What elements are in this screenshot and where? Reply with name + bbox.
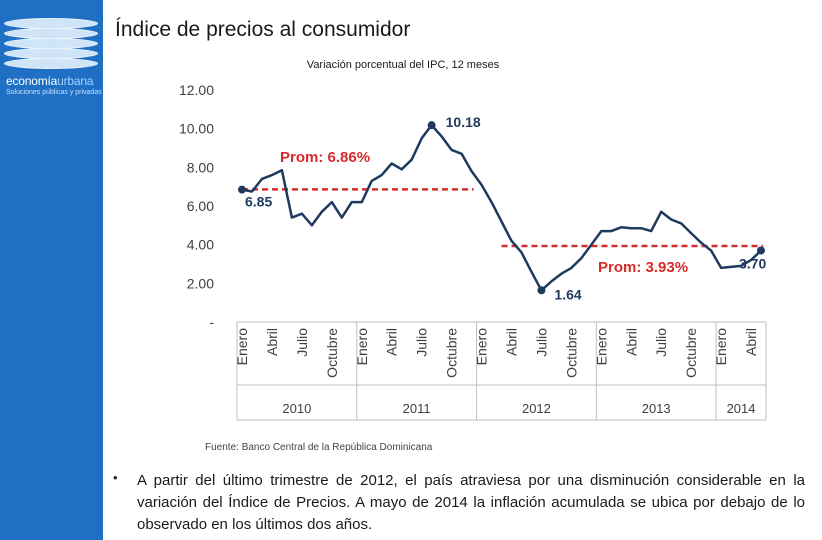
month-tick-label: Enero	[473, 328, 490, 366]
y-tick-label: 4.00	[186, 236, 214, 253]
month-tick-label: Enero	[233, 328, 250, 366]
bullet-marker: •	[113, 470, 118, 485]
point-value-label: 3.70	[739, 255, 767, 272]
brand-sidebar	[0, 0, 103, 540]
y-tick-label: 6.00	[186, 198, 214, 214]
month-tick-label: Octubre	[563, 328, 580, 378]
y-tick-label: 12.00	[178, 82, 214, 98]
month-tick-label: Enero	[713, 328, 730, 366]
chart-source: Fuente: Banco Central de la República Dominicana	[205, 442, 433, 453]
month-tick-label: Julio	[293, 328, 310, 357]
month-tick-label: Abril	[623, 328, 640, 357]
point-value-label: 1.64	[554, 286, 582, 303]
month-tick-label: Abril	[743, 328, 760, 357]
highlighted-point	[757, 246, 765, 254]
page-title: Índice de precios al consumidor	[115, 18, 411, 41]
highlighted-point	[428, 121, 436, 129]
brand-name	[6, 74, 93, 88]
year-label: 2014	[726, 401, 756, 416]
bullet-text: A partir del último trimestre de 2012, el país atraviesa por una disminución considerable en la variación del Índice de Precios. A mayo de 2014 la inflación acumulada se ubica por debajo de lo observado en los últimos dos años.	[137, 472, 805, 533]
point-value-label: 6.85	[244, 193, 273, 210]
highlighted-point	[537, 286, 545, 294]
year-label: 2010	[282, 401, 312, 416]
month-tick-label: Octubre	[683, 328, 700, 378]
chart-title: Variación porcentual del IPC, 12 meses	[306, 59, 500, 71]
month-tick-label: Julio	[653, 328, 670, 357]
logo-stack-icon	[4, 18, 98, 70]
year-label: 2011	[402, 401, 431, 416]
month-tick-label: Abril	[383, 328, 400, 357]
y-tick-label: 10.00	[178, 120, 214, 137]
year-label: 2013	[641, 401, 671, 416]
ipc-line-chart	[170, 52, 800, 440]
y-tick-label: 8.00	[186, 159, 214, 176]
y-tick-label: -	[209, 314, 214, 330]
average-label: Prom: 6.86%	[280, 149, 371, 166]
year-label: 2012	[521, 401, 551, 416]
month-tick-label: Julio	[413, 328, 430, 357]
highlighted-point	[238, 186, 246, 194]
month-tick-label: Octubre	[323, 328, 340, 378]
brand-tagline: Soluciones públicas y privadas	[6, 89, 102, 96]
month-tick-label: Enero	[593, 328, 610, 366]
month-tick-label: Julio	[533, 328, 550, 357]
y-tick-label: 2.00	[186, 275, 214, 292]
point-value-label: 10.18	[445, 114, 481, 131]
month-tick-label: Enero	[353, 328, 370, 366]
month-tick-label: Octubre	[443, 328, 460, 378]
brand-name-part2: urbana	[57, 74, 94, 88]
month-tick-label: Abril	[263, 328, 280, 357]
month-tick-label: Abril	[503, 328, 520, 357]
brand-name-part1: economía	[6, 74, 58, 88]
average-label: Prom: 3.93%	[598, 259, 689, 276]
